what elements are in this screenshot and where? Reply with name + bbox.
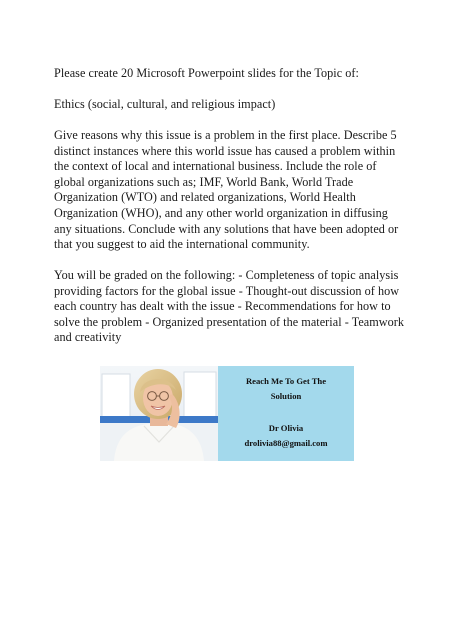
cta-line-solution: Solution	[270, 391, 302, 401]
woman-photo	[100, 366, 218, 461]
paragraph-topic: Ethics (social, cultural, and religious impact)	[54, 97, 276, 111]
cta-line: Reach Me To Get The	[245, 376, 327, 386]
contact-email: drolivia88@gmail.com	[244, 438, 328, 448]
paragraph-grading: You will be graded on the following: - Completeness of topic analysis providing factors for the global issue - Thought-out discussion of how each country has dealt with the issue - Recommendations for how to solve the problem - Organized presentation of the material - Teamwork and creativity	[54, 268, 405, 345]
paragraph-instructions: Give reasons why this issue is a problem in the first place. Describe 5 distinct instances where this world issue has caused a problem within the context of local and international business. Include the role of global organizations such as; IMF, World Bank, World Trade Organization (WTO) and related organizations, World Health Organization (WHO), and any other world organization in diffusing any situations. Conclude with any solutions that have been adopted or that you suggest to aid the international community.	[54, 128, 399, 252]
contact-info-box	[218, 366, 354, 461]
paragraph-request: Please create 20 Microsoft Powerpoint slides for the Topic of:	[54, 66, 359, 80]
contact-banner	[100, 366, 354, 461]
contact-name: Dr Olivia	[268, 423, 304, 433]
